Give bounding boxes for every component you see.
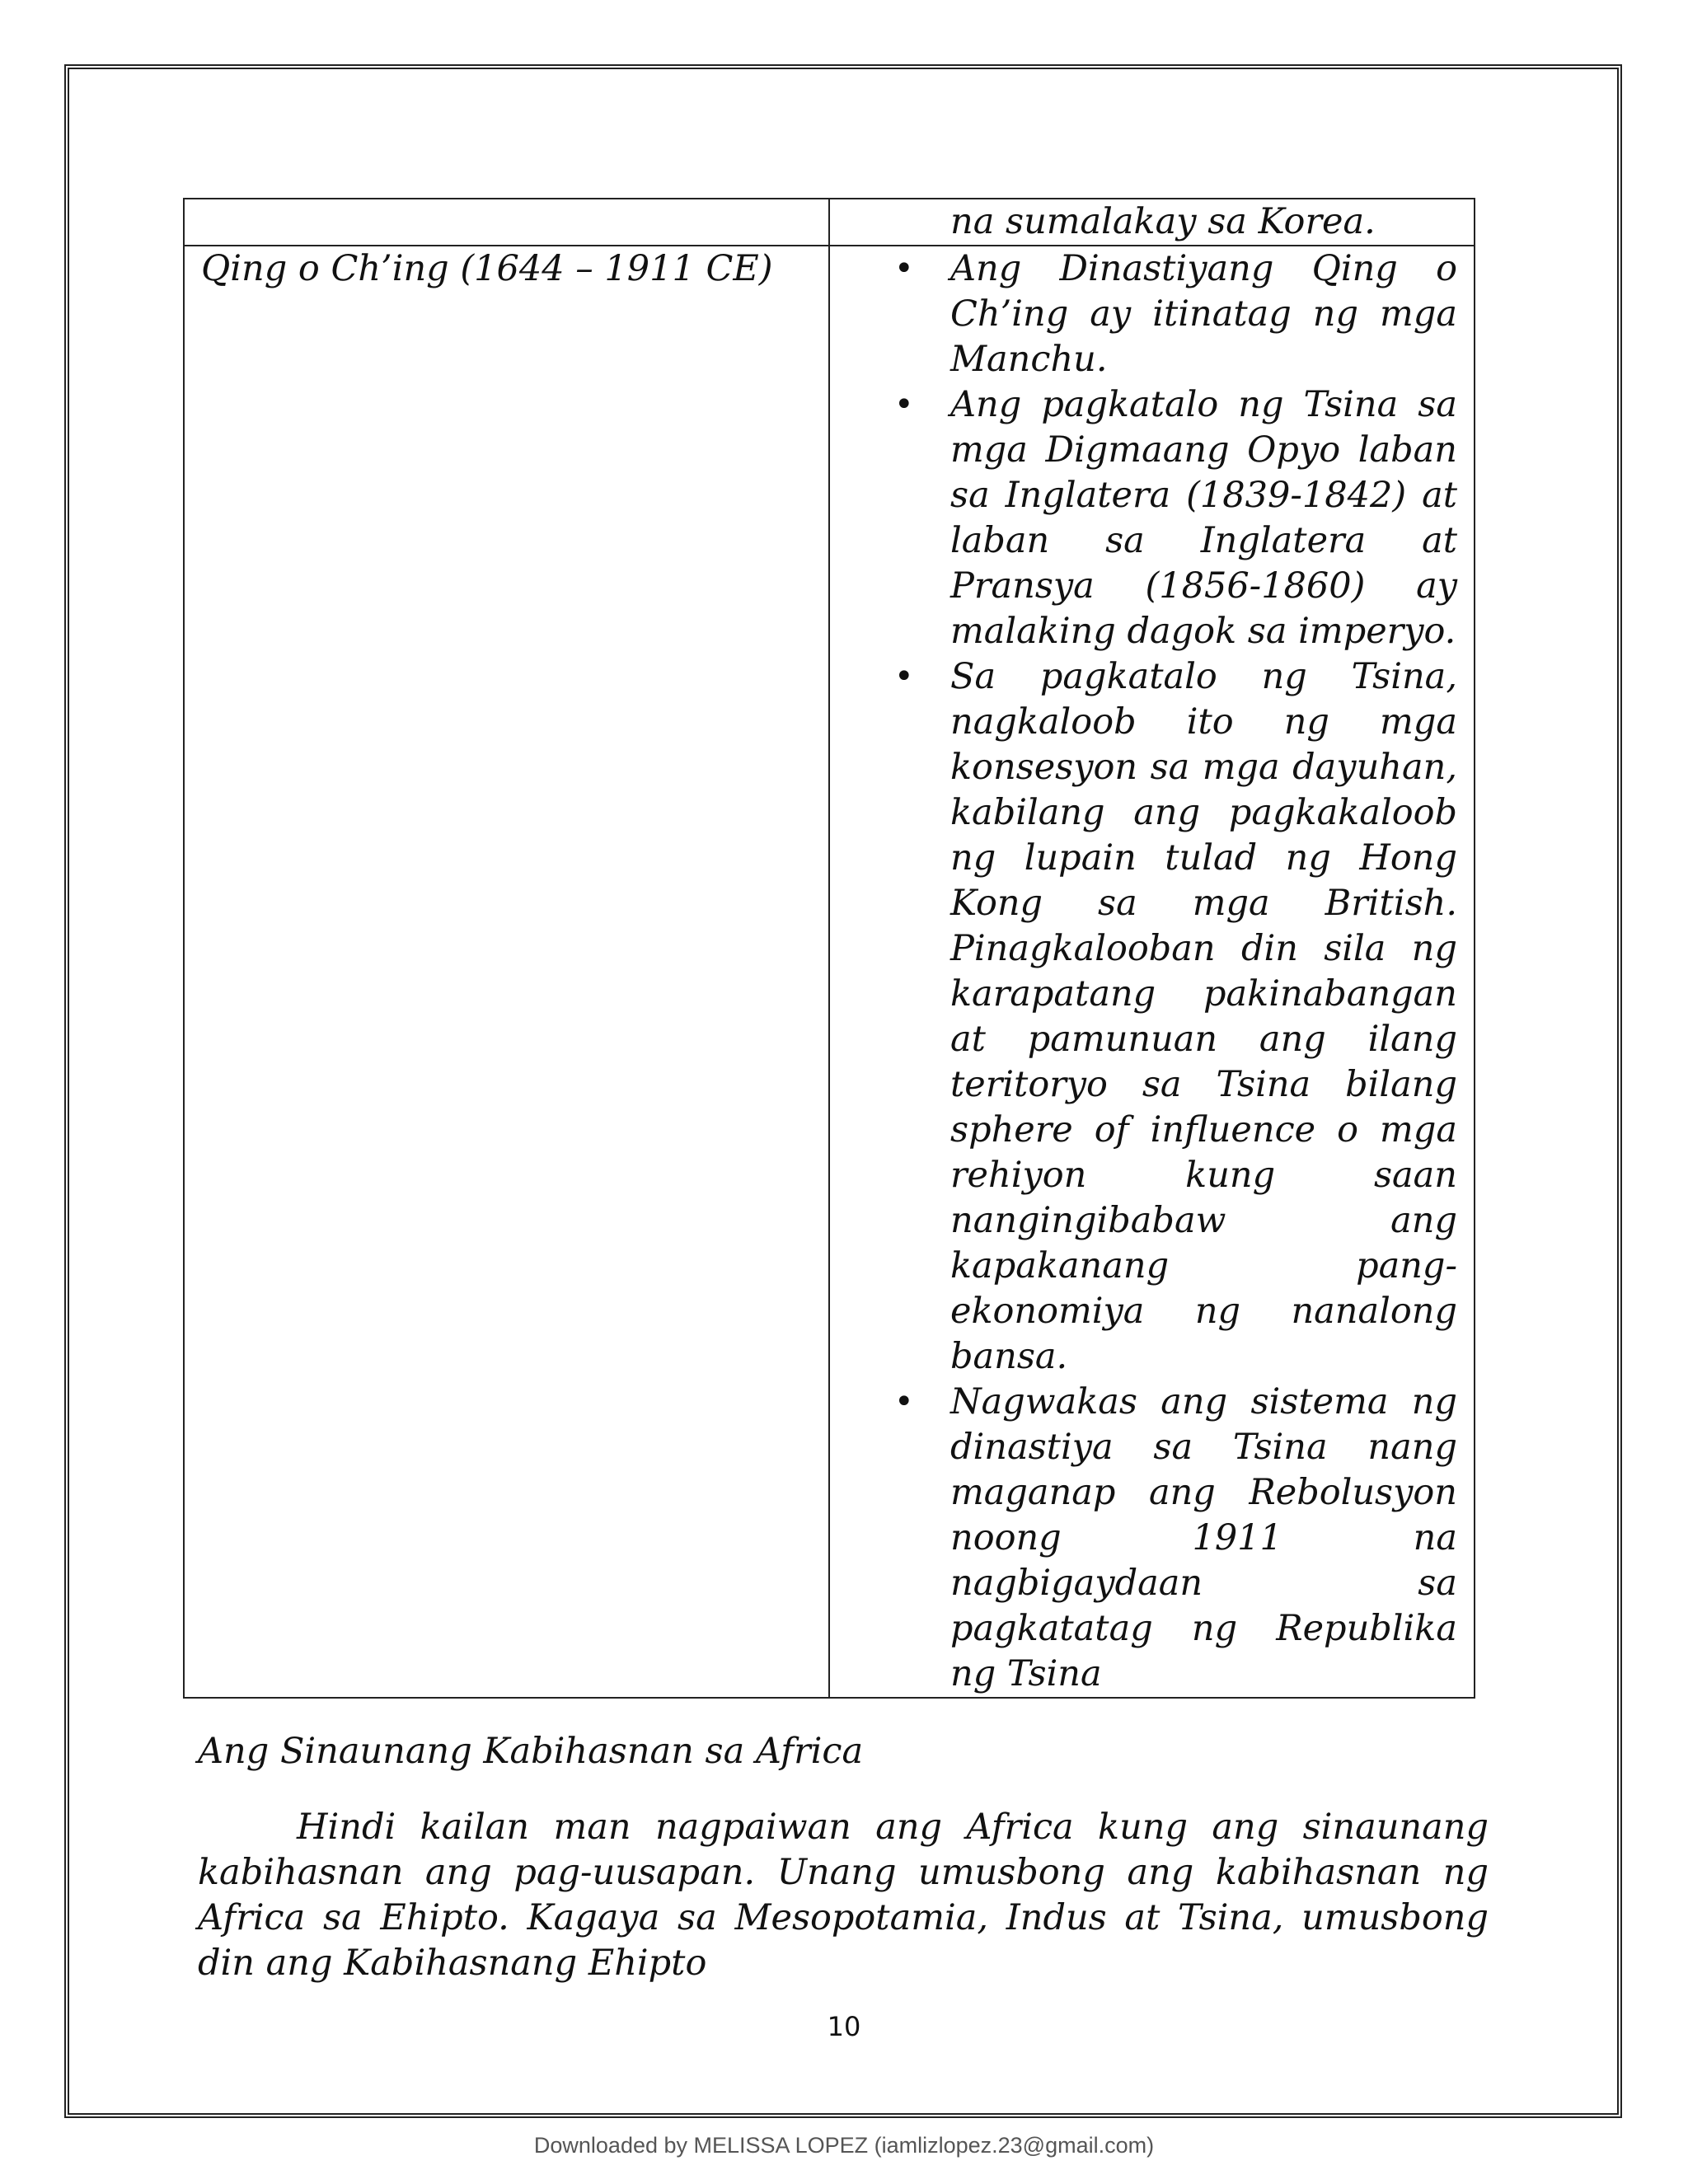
- bullet-icon: •: [894, 250, 914, 288]
- table-row: [184, 246, 1475, 1698]
- list-item: [830, 382, 1457, 654]
- download-footer: Downloaded by MELISSA LOPEZ (iamlizlopez.23@gmail.com): [533, 2133, 1155, 2158]
- page-number: 10: [827, 2011, 861, 2042]
- table-cell-empty: [184, 199, 829, 246]
- section-title: Ang Sinaunang Kabihasnan sa Africa: [198, 1731, 864, 1772]
- table-row: [184, 199, 1475, 246]
- list-item-text: Ang Dinastiyang Qing o Ch’ing ay itinatag ng mga Manchu.: [950, 248, 1457, 380]
- dynasty-name-cell: [184, 246, 829, 1698]
- list-item-text: Ang pagkatalo ng Tsina sa mga Digmaang Opyo laban sa Inglatera (1839-1842) at laban sa Inglatera at Pransya (1856-1860) ay malaking dagok sa imperyo.: [950, 384, 1457, 652]
- bullet-icon: •: [894, 386, 914, 424]
- continuation-text: na sumalakay sa Korea.: [950, 201, 1376, 242]
- bullet-list: [830, 246, 1474, 1697]
- list-item-text: Nagwakas ang sistema ng dinastiya sa Tsina nang maganap ang Rebolusyon noong 1911 na nagbigaydaan sa pagkatatag ng Republika ng Tsina: [950, 1381, 1457, 1694]
- list-item: [830, 654, 1457, 1380]
- body-paragraph: Hindi kailan man nagpaiwan ang Africa kung ang sinaunang kabihasnan ang pag-uusapan. Unang umusbong ang kabihasnan ng Africa sa Ehipto. Kagaya sa Mesopotamia, Indus at Tsina, umusbong din ang Kabihasnang Ehipto: [198, 1807, 1489, 1984]
- list-item: [830, 1380, 1457, 1697]
- table-cell-continuation: [829, 199, 1475, 246]
- list-item-text: Sa pagkatalo ng Tsina, nagkaloob ito ng mga konsesyon sa mga dayuhan, kabilang ang pagkakaloob ng lupain tulad ng Hong Kong sa mga British. Pinagkalooban din sila ng karapatang pakinabangan at pamunuan ang ilang teritoryo sa Tsina bilang sphere of influence o mga rehiyon kung saan nangingibabaw ang kapakanang pang-ekonomiya ng nanalong bansa.: [950, 656, 1457, 1377]
- bullet-icon: •: [894, 658, 914, 696]
- dynasty-details-cell: [829, 246, 1475, 1698]
- dynasty-table: [183, 198, 1475, 1699]
- bullet-icon: •: [894, 1383, 914, 1421]
- list-item: [830, 246, 1457, 382]
- dynasty-name: Qing o Ch’ing (1644 – 1911 CE): [201, 248, 773, 289]
